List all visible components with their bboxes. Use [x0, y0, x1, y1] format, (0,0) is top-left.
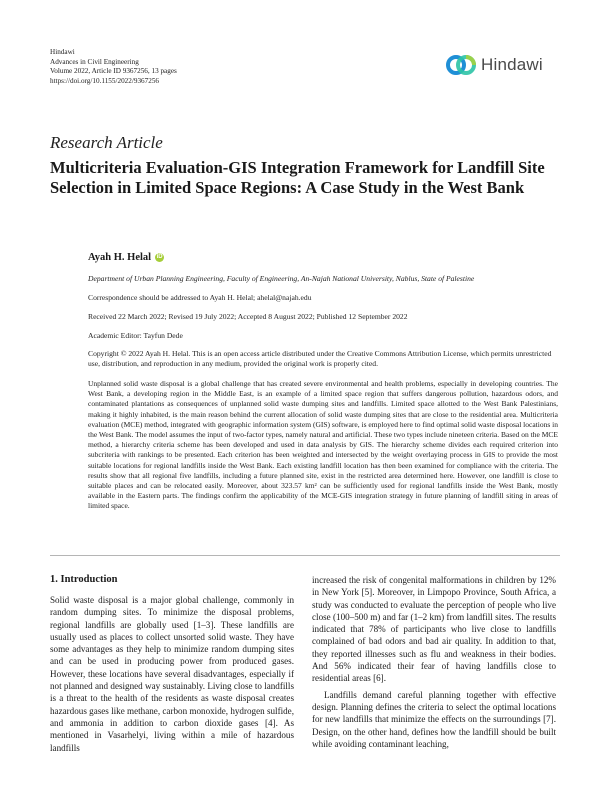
paper-title: Multicriteria Evaluation-GIS Integration Framework for Landfill Site Selection in Limited Space Regions: A Case Study in the West Bank — [50, 158, 545, 197]
author-name[interactable]: Ayah H. Helal — [88, 252, 152, 263]
author — [88, 252, 164, 263]
journal-doi[interactable]: https://doi.org/10.1155/2022/9367256 — [50, 76, 160, 85]
abstract: Unplanned solid waste disposal is a global challenge that has created severe environmental and health problems, especially in developing countries. The West Bank, a developing region in the Middle East, is an example of a limited space region that suffers dangerous pollution, hazardous odors, and contaminated plantations as consequences of unplanned solid waste dumping sites and landfills. Limited space allotted to the West Bank Palestinians, making it highly inhabited, is the main reason behind the current allocation of solid waste dumping sites that are close to the residential area. Multicriteria evaluation (MCE) method, integrated with geographic information system (GIS) software, is employed here to find optimal solid waste disposal locations in the West Bank. The model assumes the input of two-factor types, namely natural and artificial. These two types include nineteen criteria. Based on the MCE method, a hierarchy criteria scheme has been developed and used in data analysis by GIS. The hierarchy scheme divides each required criterion into subcriteria with rankings to be presented. Each criterion has been weighted and intersected by the weight overlaying process in GIS to provide the most suitable locations for regional landfills inside the West Bank. Each existing landfill location has then been examined for compliance with the criteria. The results show that all regional five landfills, including a future planned site, exist in the restricted area determined here. However, one landfill is close to suitable places and can be relocated easily. Moreover, about 323.57 km² can be sufficiently used for regional landfills inside the West Bank, mostly available in the Eastern parts. The findings confirm the applicability of the MCE-GIS integration strategy in future planning of landfill siting in areas of limited space. — [88, 379, 558, 511]
divider — [50, 555, 560, 556]
journal-name: Advances in Civil Engineering — [50, 57, 139, 66]
logo-text: Hindawi — [481, 55, 543, 74]
section-heading: 1. Introduction — [50, 574, 118, 585]
journal-publisher: Hindawi — [50, 48, 75, 56]
article-type: Research Article — [50, 133, 163, 152]
body-column-left — [50, 574, 294, 754]
journal-volume: Volume 2022, Article ID 9367256, 13 pages — [50, 67, 177, 76]
orcid-icon[interactable]: iD — [156, 254, 163, 260]
body-paragraph: Landfills demand careful planning together with effective design. Planning defines the criteria to select the optimal locations for new landfills that minimize the effects on the surroundings [7]. Design, on the other hand, defines how the landfill should be built while avoiding contaminant leaching, — [312, 689, 556, 749]
body-column-right — [312, 574, 556, 750]
correspondence: Correspondence should be addressed to Ayah H. Helal; ahelal@najah.edu — [88, 293, 312, 302]
affiliation: Department of Urban Planning Engineering, Faculty of Engineering, An-Najah National University, Nablus, State of Palestine — [88, 274, 475, 283]
hindawi-logo — [446, 50, 556, 80]
hindawi-logo-icon — [446, 52, 476, 78]
body-paragraph: Solid waste disposal is a major global challenge, commonly in random dumping sites. To minimize the disposal problems, regional landfills are globally used [1–3]. These landfills are usually used as places to collect unsorted solid waste. They have some advantages as they help to minimize random dumping sites and can be used in producing power from produced gases. However, these locations have several disadvantages, especially if not planned and designed way sustainably. Living close to landfills is a threat to the health of the residents as waste disposal creates hazardous gases like methane, carbon monoxide, hydrogen sulfide, and ammonia in addition to carbon dioxide gases [4]. As mentioned in Vasarhelyi, living within a mile of hazardous landfills — [50, 595, 294, 753]
license-statement: Copyright © 2022 Ayah H. Helal. This is an open access article distributed under the Creative Commons Attribution License, which permits unrestricted use, distribution, and reproduction in any medium, provided the original work is properly cited. — [88, 349, 552, 368]
journal-info — [50, 48, 177, 86]
academic-editor: Academic Editor: Tayfun Dede — [88, 331, 183, 340]
body-paragraph: increased the risk of congenital malformations in children by 12% in New York [5]. Moreover, in Limpopo Province, South Africa, a study was conducted to evaluate the perception of people who live close (100–500 m) and far (1–2 km) from landfill sites. The results indicated that 78% of participants who live close to landfills complained of bad odors and bad air quality. In addition to that, they reported illnesses such as flu and weakness in their bodies. And 56% indicated their fear of having landfills close to residential areas [6]. — [312, 575, 556, 684]
publication-dates: Received 22 March 2022; Revised 19 July 2022; Accepted 8 August 2022; Published 12 September 2022 — [88, 312, 408, 321]
